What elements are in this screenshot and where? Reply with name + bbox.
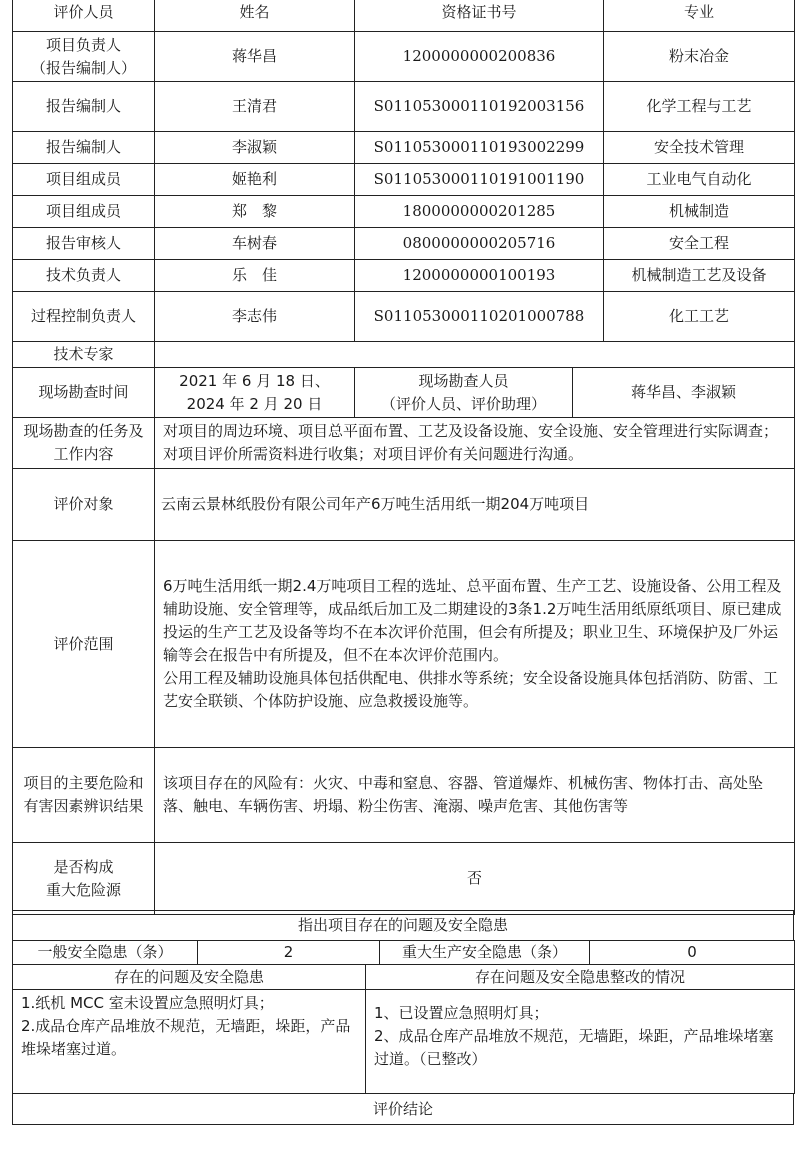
personnel-major: 化学工程与工艺	[604, 82, 795, 132]
personnel-role: 过程控制负责人	[13, 292, 155, 342]
major-hazard-value: 0	[590, 941, 795, 965]
general-hazard-label: 一般安全隐患（条）	[13, 941, 198, 965]
scope-value	[155, 541, 795, 748]
issues-title-table	[12, 910, 794, 941]
personnel-row	[13, 82, 795, 132]
survey-time-value: 2021 年 6 月 18 日、2024 年 2 月 20 日	[155, 368, 355, 418]
evaluation-main-table	[12, 0, 795, 915]
expert-value	[155, 342, 795, 368]
header-role: 评价人员	[13, 0, 155, 32]
issues-table	[12, 989, 795, 1094]
personnel-name: 郑 黎	[155, 196, 355, 228]
personnel-name: 姬艳利	[155, 164, 355, 196]
personnel-row	[13, 228, 795, 260]
issues-left-header: 存在的问题及安全隐患	[13, 965, 366, 990]
personnel-row	[13, 164, 795, 196]
expert-label: 技术专家	[13, 342, 155, 368]
personnel-cert: 1800000000201285	[355, 196, 604, 228]
scope-label: 评价范围	[13, 541, 155, 748]
rectification-item: 1、已设置应急照明灯具；	[374, 1004, 549, 1022]
issues-right-header: 存在问题及安全隐患整改的情况	[366, 965, 795, 990]
personnel-cert: S011053000110201000788	[355, 292, 604, 342]
task-value: 对项目的周边环境、项目总平面布置、工艺及设备设施、安全设施、安全管理进行实际调查；对项目评价所需资料进行收集；对项目评价有关问题进行沟通。	[155, 418, 795, 469]
survey-people-label: 现场勘查人员 （评价人员、评价助理）	[355, 368, 573, 418]
personnel-major: 化工工艺	[604, 292, 795, 342]
personnel-role: 项目负责人 （报告编制人）	[13, 32, 155, 82]
major-source-label: 是否构成 重大危险源	[13, 843, 155, 915]
personnel-role: 技术负责人	[13, 260, 155, 292]
personnel-cert: S011053000110191001190	[355, 164, 604, 196]
personnel-cert: S011053000110193002299	[355, 132, 604, 164]
personnel-name: 乐 佳	[155, 260, 355, 292]
task-label: 现场勘查的任务及工作内容	[13, 418, 155, 469]
personnel-name: 车树春	[155, 228, 355, 260]
issue-counts-table	[12, 940, 795, 965]
object-label: 评价对象	[13, 469, 155, 541]
conclusion-table	[12, 1093, 794, 1125]
personnel-name: 蒋华昌	[155, 32, 355, 82]
personnel-role: 报告编制人	[13, 132, 155, 164]
personnel-major: 机械制造	[604, 196, 795, 228]
personnel-cert: 1200000000200836	[355, 32, 604, 82]
scope-paragraph: 公用工程及辅助设施具体包括供配电、供排水等系统；安全设备设施具体包括消防、防雷、工艺安全联锁、个体防护设施、应急救援设施等。	[163, 669, 779, 710]
object-value: 云南云景林纸股份有限公司年产6万吨生活用纸一期204万吨项目	[155, 469, 795, 541]
header-name: 姓名	[155, 0, 355, 32]
hazard-value: 该项目存在的风险有：火灾、中毒和窒息、容器、管道爆炸、机械伤害、物体打击、高处坠落、触电、车辆伤害、坍塌、粉尘伤害、淹溺、噪声危害、其他伤害等	[155, 748, 795, 843]
issues-title: 指出项目存在的问题及安全隐患	[13, 911, 794, 941]
personnel-cert: 1200000000100193	[355, 260, 604, 292]
personnel-row	[13, 132, 795, 164]
personnel-major: 安全工程	[604, 228, 795, 260]
header-cert: 资格证书号	[355, 0, 604, 32]
personnel-major: 工业电气自动化	[604, 164, 795, 196]
major-source-value: 否	[155, 843, 795, 915]
hazard-label: 项目的主要危险和有害因素辨识结果	[13, 748, 155, 843]
issue-item: 1.纸机 MCC 室未设置应急照明灯具；	[21, 994, 274, 1012]
conclusion-title: 评价结论	[13, 1094, 794, 1125]
issues-right	[366, 990, 795, 1094]
header-major: 专业	[604, 0, 795, 32]
survey-people-value: 蒋华昌、李淑颖	[573, 368, 795, 418]
personnel-row	[13, 260, 795, 292]
personnel-row	[13, 292, 795, 342]
issues-left	[13, 990, 366, 1094]
personnel-major: 安全技术管理	[604, 132, 795, 164]
personnel-role: 项目组成员	[13, 196, 155, 228]
major-hazard-label: 重大生产安全隐患（条）	[380, 941, 590, 965]
personnel-cert: S011053000110192003156	[355, 82, 604, 132]
general-hazard-value: 2	[198, 941, 380, 965]
personnel-major: 机械制造工艺及设备	[604, 260, 795, 292]
rectification-item: 2、成品仓库产品堆放不规范，无墙距，垛距，产品堆垛堵塞过道。（已整改）	[374, 1027, 774, 1068]
personnel-role: 报告审核人	[13, 228, 155, 260]
issues-header-table	[12, 964, 795, 990]
personnel-name: 李志伟	[155, 292, 355, 342]
scope-paragraph: 6万吨生活用纸一期2.4万吨项目工程的选址、总平面布置、生产工艺、设施设备、公用工程及辅助设施、安全管理等，成品纸后加工及二期建设的3条1.2万吨生活用纸原纸项目、原已建成投运的生产工艺及设备等均不在本次评价范围，但会有所提及；职业卫生、环境保护及厂外运输等会在报告中有所提及，但不在本次评价范围内。	[163, 577, 782, 664]
personnel-role: 项目组成员	[13, 164, 155, 196]
personnel-role: 报告编制人	[13, 82, 155, 132]
personnel-name: 王清君	[155, 82, 355, 132]
personnel-major: 粉末冶金	[604, 32, 795, 82]
issue-item: 2.成品仓库产品堆放不规范，无墙距，垛距，产品堆垛堵塞过道。	[21, 1017, 351, 1058]
personnel-name: 李淑颖	[155, 132, 355, 164]
personnel-row	[13, 196, 795, 228]
personnel-cert: 0800000000205716	[355, 228, 604, 260]
personnel-row	[13, 32, 795, 82]
survey-time-label: 现场勘查时间	[13, 368, 155, 418]
